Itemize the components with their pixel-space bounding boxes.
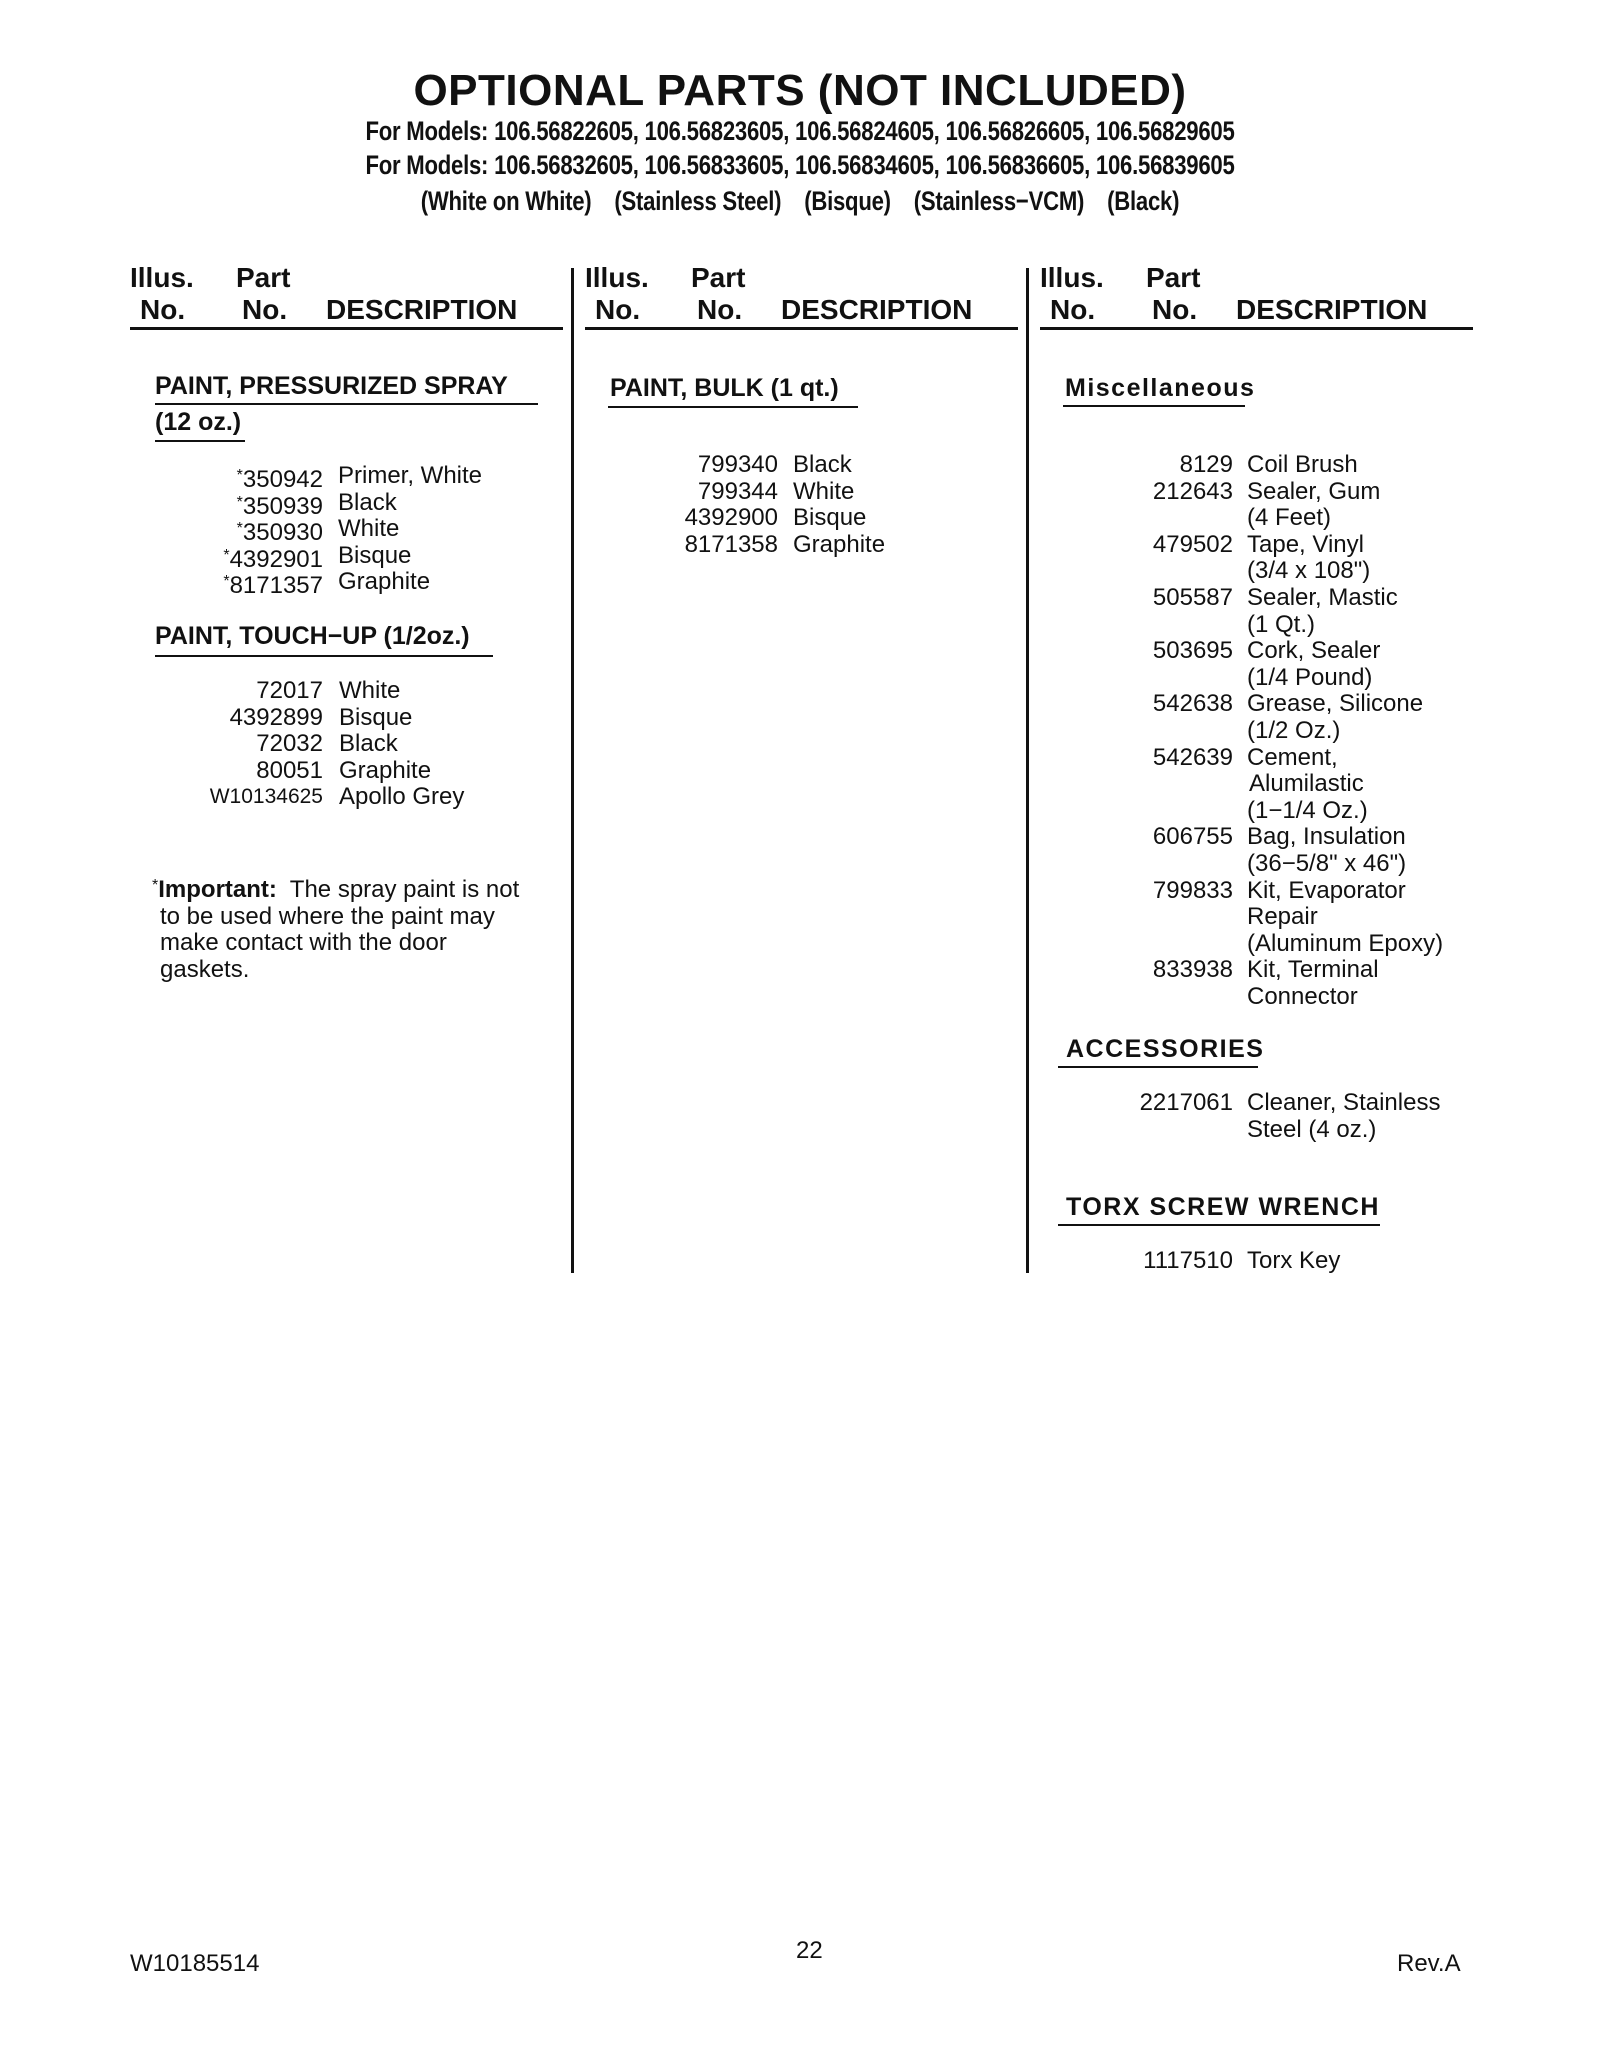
part-description: Graphite [793,530,886,558]
column-divider-2 [1026,268,1029,1273]
part-description: Connector [1247,982,1358,1010]
illus-label: Illus. [1040,262,1104,293]
part-number: 212643 [1152,477,1233,505]
section-title-touch-up [155,618,470,654]
section-underline [1063,405,1245,407]
note-text: The spray paint is not to be used where the paint may make contact with the door gaskets. [160,876,520,983]
no-label: No. [1050,294,1096,325]
illus-label: Illus. [585,262,649,293]
page-number: 22 [796,1937,823,1964]
page-title: OPTIONAL PARTS (NOT INCLUDED) [413,66,1187,115]
part-description: (4 Feet) [1247,504,1332,532]
part-label: Part [236,262,291,293]
section-underline [155,655,493,657]
part-description: Bisque [339,703,413,731]
part-description: Graphite [338,568,431,596]
illus-label: Illus. [130,262,194,293]
section-subtitle [155,404,241,440]
no-label: No. [595,294,641,325]
part-number: 4392899 [229,703,323,731]
part-number-text: 350942 [242,466,323,493]
part-description: Steel (4 oz.) [1247,1115,1377,1143]
part-number: 542639 [1152,743,1233,771]
part-number [123,569,323,600]
part-description: Repair [1247,903,1318,931]
part-number: 799340 [697,451,778,478]
part-description: (1/4 Pound) [1247,663,1373,691]
part-number-text: 4392901 [229,545,323,573]
part-number: 833938 [1152,956,1233,984]
part-number-text: 8171357 [229,572,323,600]
models-line-1: For Models: 106.56822605, 106.56823605, 106.56824605, 106.56826605, 106.56829605 [365,116,1235,146]
part-description: Black [339,730,398,758]
document-number: W10185514 [130,1950,260,1977]
part-number: 72032 [256,730,323,758]
part-description: (1/2 Oz.) [1247,716,1341,744]
part-number: 505587 [1152,583,1233,611]
part-number-text: 350939 [242,492,323,520]
part-description: Apollo Grey [339,783,465,811]
part-description: White [793,477,855,505]
part-description: (36−5/8" x 46") [1247,849,1407,877]
header-rule-2 [585,327,1018,330]
part-no-label: No. [1152,294,1198,325]
description-label: DESCRIPTION [1236,294,1428,325]
part-number: 479502 [1152,530,1233,558]
part-number: 503695 [1152,637,1233,665]
part-description: Cork, Sealer [1247,637,1381,665]
part-description: Black [338,488,397,516]
important-note [152,873,540,983]
section-title-line: Miscellaneous [1065,374,1256,402]
revision-label: Rev.A [1397,1950,1461,1977]
part-description: Bisque [793,504,867,532]
section-title-line: PAINT, BULK (1 qt.) [610,374,839,402]
column-header-1 [130,262,560,326]
column-header-3 [1040,262,1480,326]
description-label: DESCRIPTION [326,294,518,325]
part-number: 542638 [1152,690,1233,718]
models-line-2: For Models: 106.56832605, 106.56833605, 106.56834605, 106.56836605, 106.56839605 [365,150,1235,180]
section-title-line: PAINT, PRESSURIZED SPRAY [155,372,508,400]
section-title-pressurized-spray [155,368,508,404]
part-number: 80051 [256,756,323,784]
section-underline [155,440,245,442]
part-number: 4392900 [684,504,778,532]
section-underline [1058,1224,1380,1226]
section-title-line: TORX SCREW WRENCH [1066,1193,1380,1221]
part-description: Torx Key [1247,1247,1341,1274]
asterisk-mark: * [152,877,159,894]
part-label: Part [1146,262,1201,293]
header-rule-1 [130,327,563,330]
part-description: (3/4 x 108") [1247,557,1371,585]
part-description: Kit, Terminal [1247,956,1379,984]
part-number: 1117510 [1143,1247,1233,1274]
part-description: (Aluminum Epoxy) [1247,929,1444,957]
part-number: 799833 [1152,876,1233,904]
part-description: Primer, White [338,462,483,489]
section-title-line: ACCESSORIES [1066,1035,1265,1063]
part-number: 8171358 [684,530,778,558]
part-description: Bisque [338,541,412,569]
header-rule-3 [1040,327,1473,330]
section-title-line: (12 oz.) [155,408,242,436]
asterisk-mark: * [236,467,243,484]
part-description: Graphite [339,756,432,784]
part-description: (1 Qt.) [1247,610,1316,638]
part-number: 72017 [256,677,323,704]
part-number: 2217061 [1139,1089,1233,1116]
part-description: Coil Brush [1247,451,1358,478]
finish-label: (Black) [1107,186,1180,216]
column-divider-1 [571,268,574,1273]
asterisk-mark: * [223,546,230,564]
part-label: Part [691,262,746,293]
section-underline [608,406,858,408]
section-underline [1058,1066,1258,1068]
part-description: Kit, Evaporator [1247,876,1406,904]
part-number-text: 350930 [242,519,323,547]
part-no-label: No. [697,294,743,325]
finish-label: (Stainless Steel) [614,186,782,216]
part-description: Cement, [1247,743,1338,771]
part-description: Cleaner, Stainless [1247,1089,1441,1116]
column-header-2 [585,262,1015,326]
note-label: Important: [158,876,277,903]
part-no-label: No. [242,294,288,325]
part-description: Black [793,451,852,478]
part-number: 8129 [1179,451,1233,478]
section-title-miscellaneous [1065,370,1255,406]
part-description: (1−1/4 Oz.) [1247,796,1368,824]
section-title-bulk [610,370,839,406]
part-description: Sealer, Gum [1247,477,1381,505]
section-title-torx-wrench [1066,1189,1380,1225]
part-description: Grease, Silicone [1247,690,1424,718]
asterisk-mark: * [236,520,243,538]
part-number: W10134625 [209,785,323,809]
finish-label: (Stainless−VCM) [913,186,1085,216]
part-description: Tape, Vinyl [1247,530,1364,558]
section-title-line: PAINT, TOUCH−UP (1/2oz.) [155,622,470,650]
part-number: 799344 [697,477,778,505]
finishes-line [144,186,1456,217]
part-description: Sealer, Mastic [1247,583,1398,611]
description-label: DESCRIPTION [781,294,973,325]
part-description: Alumilastic [1249,770,1364,798]
part-number: 606755 [1152,823,1233,851]
finish-label: (Bisque) [804,186,891,216]
part-description: White [339,677,401,704]
finish-label: (White on White) [420,186,592,216]
part-description: White [338,515,400,543]
section-title-accessories [1066,1031,1264,1067]
part-description: Bag, Insulation [1247,823,1406,851]
no-label: No. [140,294,186,325]
asterisk-mark: * [236,493,243,511]
asterisk-mark: * [223,573,230,591]
